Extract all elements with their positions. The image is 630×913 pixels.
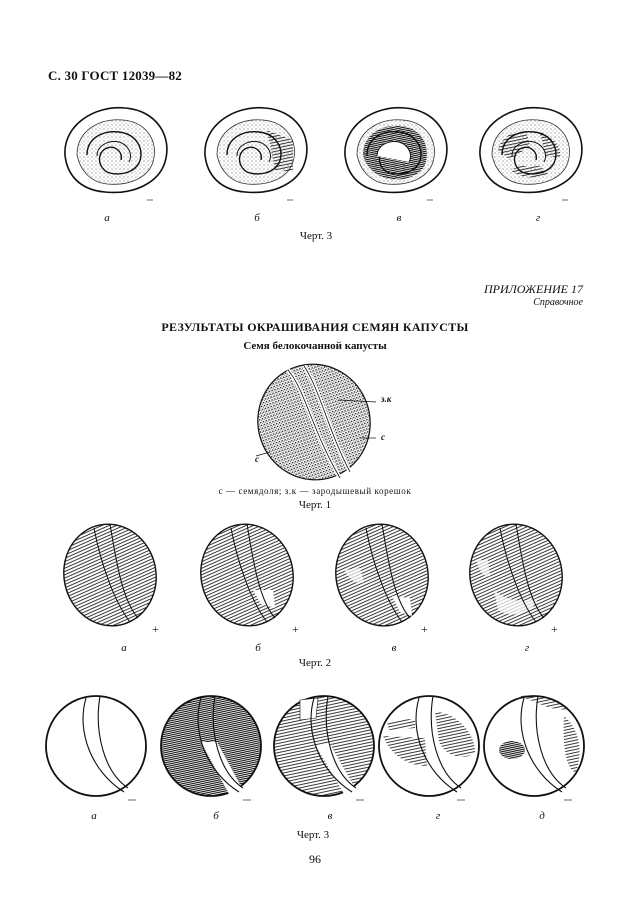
spiral-section-g [470, 100, 590, 205]
spiral-section-v [335, 100, 455, 205]
seed-illustration [250, 360, 410, 485]
figure-3-label-d: д [539, 810, 545, 822]
figure-2-mark-b: + [292, 622, 299, 636]
seed-2v [330, 520, 440, 630]
section-title: РЕЗУЛЬТАТЫ ОКРАШИВАНИЯ СЕМЯН КАПУСТЫ [161, 320, 469, 334]
figure-2-mark-v: + [421, 622, 428, 636]
figure-top-label-v: в [396, 212, 402, 224]
figure-top-label-a: а [104, 212, 110, 224]
appendix-block [484, 283, 583, 309]
figure-3-label-v: в [327, 810, 333, 822]
seed-legend: с — семядоля; з.к — зародышевый корешок [218, 486, 412, 496]
page-number: 96 [309, 852, 321, 866]
figure-3-label-a: а [91, 810, 97, 822]
seed-2a [58, 520, 168, 630]
appendix-subtitle: Справочное [533, 297, 583, 308]
seed-3d [480, 692, 592, 804]
figure-top-label-g: г [535, 212, 541, 224]
seed-label-c-right: с [381, 432, 385, 442]
figure-2-label-v: в [391, 642, 397, 654]
seed-3g [375, 692, 487, 804]
section-subtitle: Семя белокочанной капусты [243, 340, 387, 352]
figure-2-label-g: г [524, 642, 530, 654]
seed-2g [464, 520, 574, 630]
seed-3v [270, 692, 382, 804]
figure-3-label-b: б [213, 810, 219, 822]
seed-2b [195, 520, 305, 630]
figure-2-mark-g: + [551, 622, 558, 636]
seed-label-zk: з.к [381, 394, 392, 404]
spiral-section-a [55, 100, 175, 205]
seed-label-c-left: с [255, 454, 259, 464]
figure-1-caption: Черт. 1 [298, 499, 332, 511]
seed-3b [157, 692, 269, 804]
stippled-seed-drawing [250, 360, 380, 485]
figure-2-label-a: а [121, 642, 127, 654]
figure-3-label-g: г [435, 810, 441, 822]
figure-top-label-b: б [254, 212, 260, 224]
figure-2-caption: Черт. 2 [298, 657, 332, 669]
seed-3a [42, 692, 154, 804]
spiral-section-b [195, 100, 315, 205]
appendix-title: ПРИЛОЖЕНИЕ 17 [484, 282, 583, 296]
figure-2-mark-a: + [152, 622, 159, 636]
figure-2-label-b: б [255, 642, 261, 654]
figure-top-caption: Черт. 3 [299, 230, 333, 242]
figure-3-bottom-caption: Черт. 3 [296, 829, 330, 841]
page-header: С. 30 ГОСТ 12039—82 [48, 68, 182, 83]
